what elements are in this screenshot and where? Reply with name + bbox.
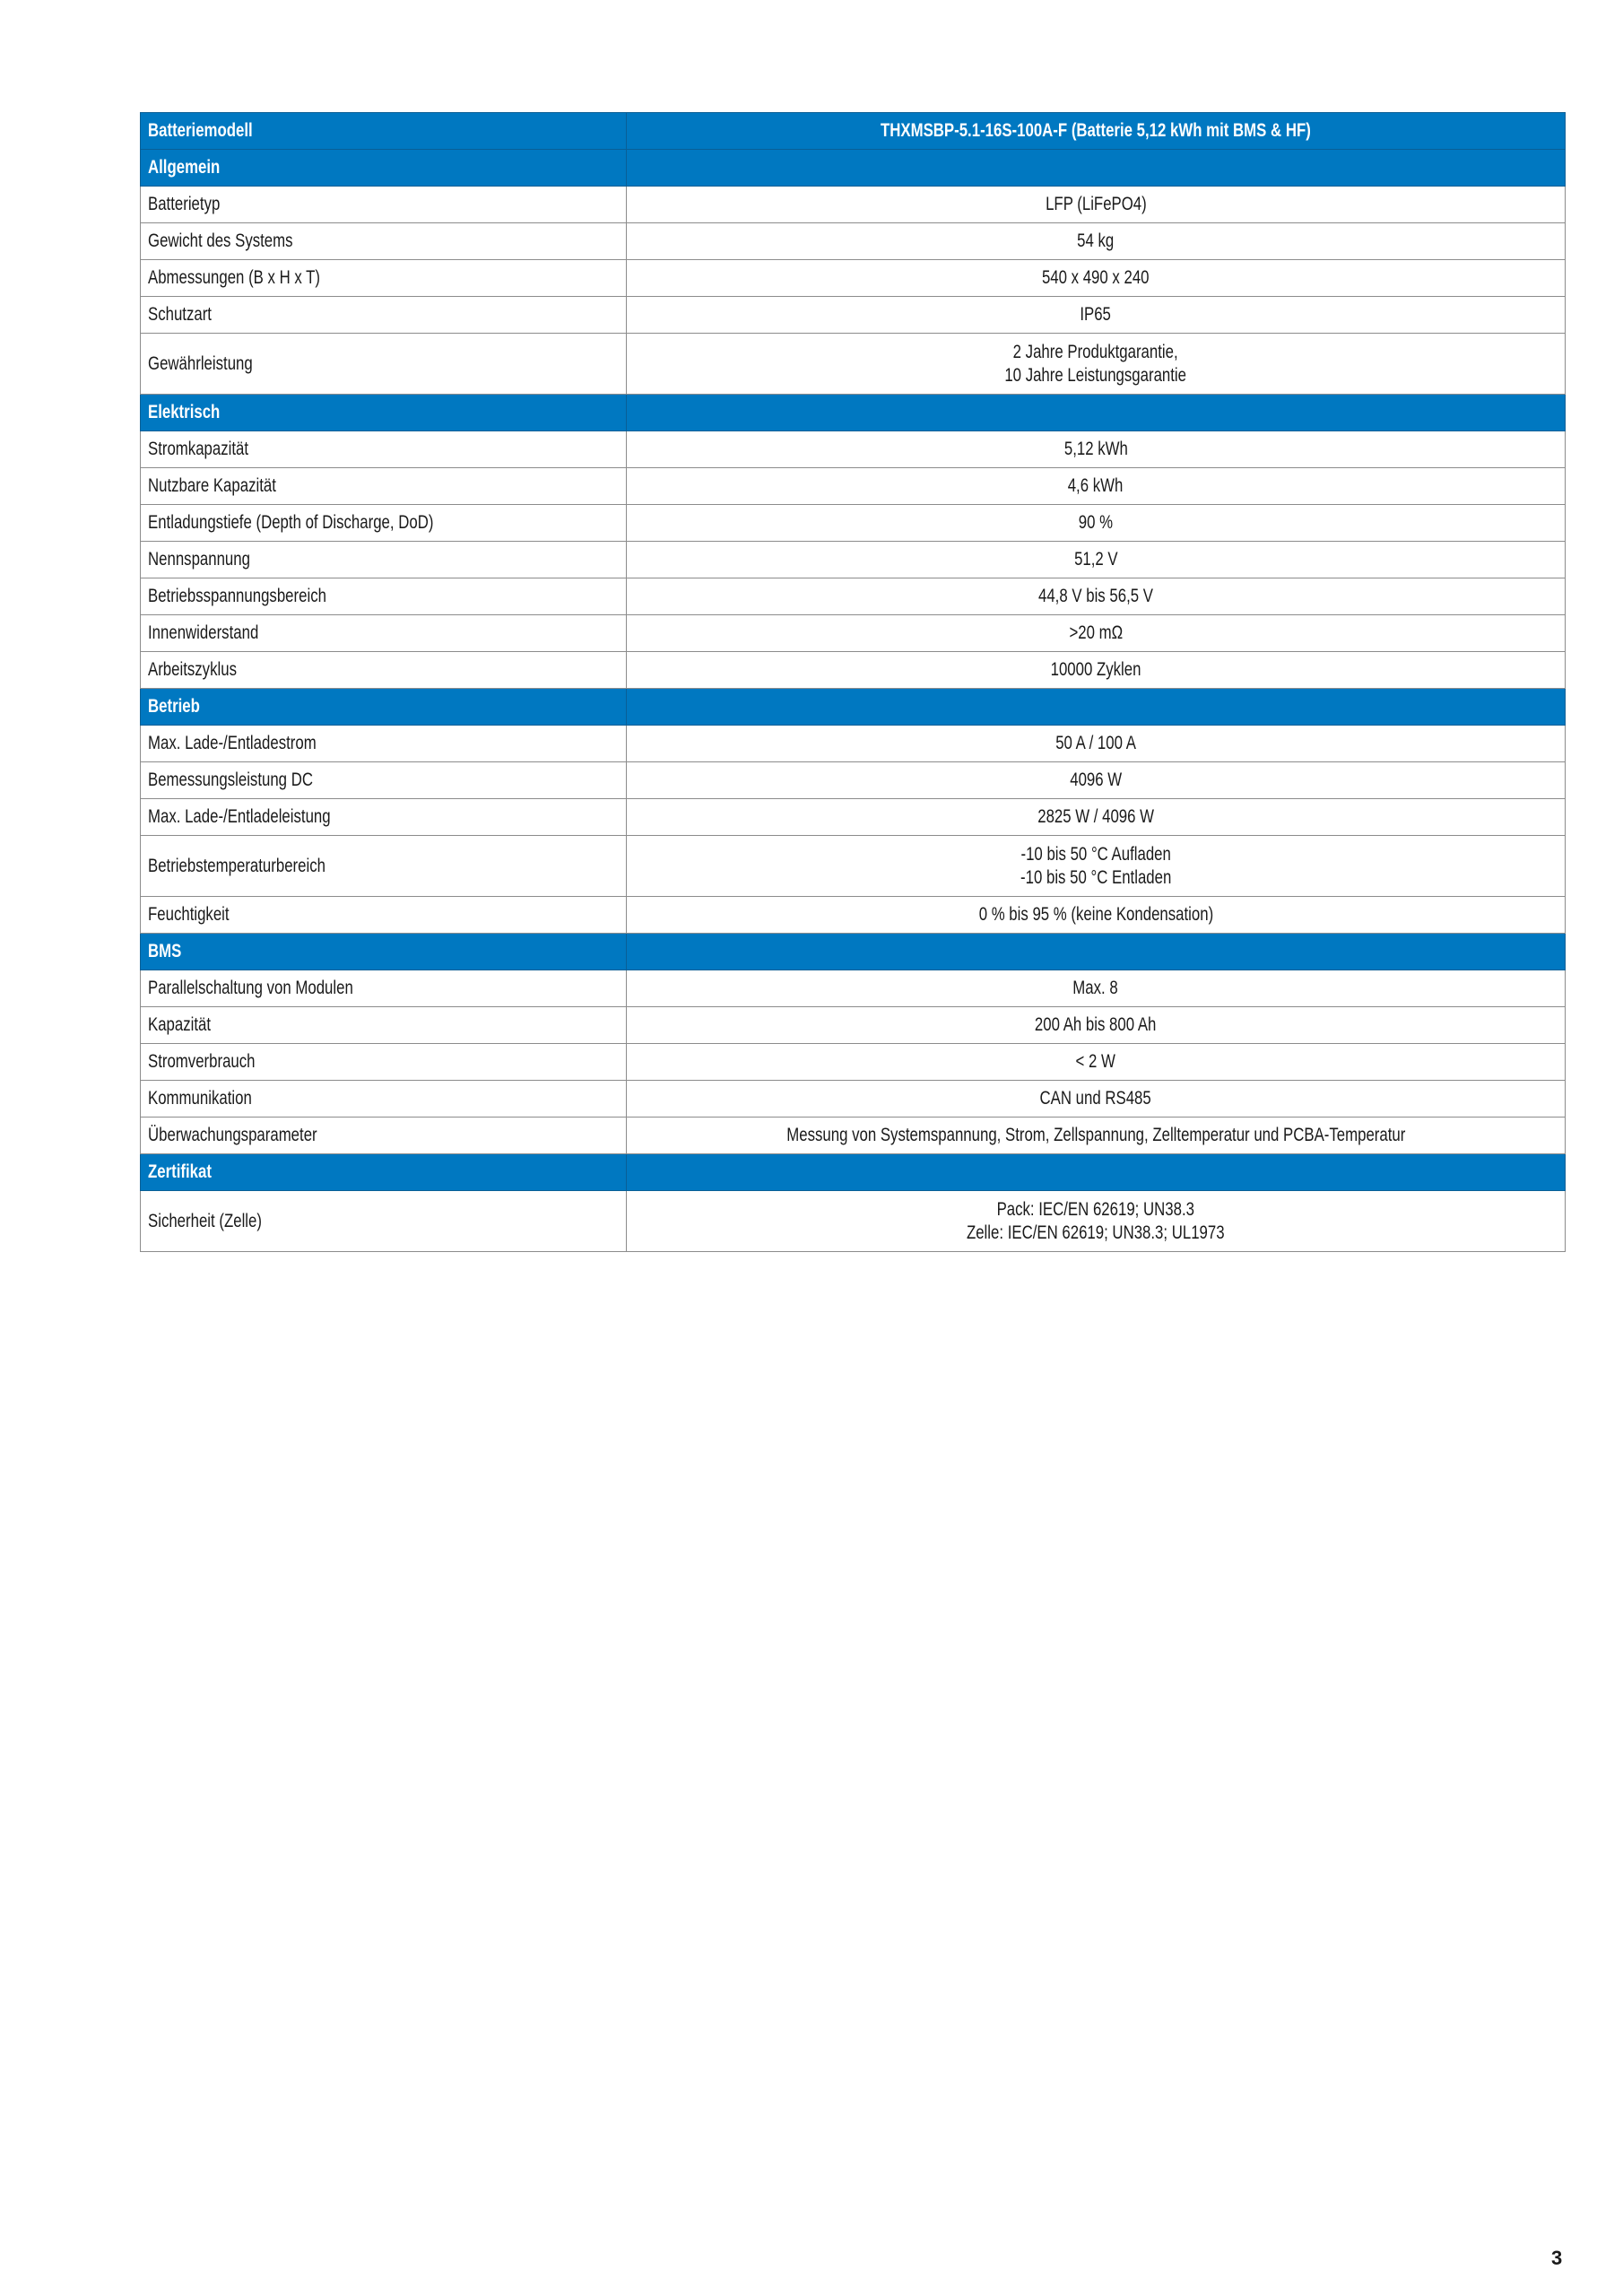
- section-title: Betrieb: [148, 696, 200, 717]
- row-label-cell: [141, 223, 627, 260]
- row-value: [1037, 805, 1154, 829]
- row-label: Feuchtigkeit: [148, 904, 230, 925]
- section-header-row: [141, 395, 1566, 431]
- row-label-cell: [141, 1081, 627, 1118]
- row-value-cell: [627, 897, 1566, 934]
- spec-table: [140, 112, 1566, 1252]
- row-label: Überwachungsparameter: [148, 1125, 317, 1145]
- value-line: Max. 8: [1072, 978, 1119, 998]
- row-label: Innenwiderstand: [148, 622, 259, 643]
- header-label-cell: [141, 113, 627, 150]
- row-value-cell: [627, 542, 1566, 578]
- row-value: [1005, 341, 1187, 387]
- row-value: [1076, 1050, 1115, 1074]
- row-label: Parallelschaltung von Modulen: [148, 978, 353, 998]
- row-value-cell: [627, 762, 1566, 799]
- table-header-row: [141, 113, 1566, 150]
- section-title-cell: [141, 689, 627, 726]
- row-label-cell: [141, 297, 627, 334]
- row-value-cell: [627, 1007, 1566, 1044]
- value-line: LFP (LiFePO4): [1045, 194, 1147, 214]
- row-label-cell: [141, 1118, 627, 1154]
- row-value: [1038, 585, 1153, 608]
- row-label: Schutzart: [148, 304, 212, 325]
- header-model: THXMSBP-5.1-16S-100A-F (Batterie 5,12 kWh mit BMS & HF): [881, 120, 1311, 141]
- table-row: [141, 897, 1566, 934]
- value-line: 540 x 490 x 240: [1042, 267, 1150, 288]
- row-value-cell: [627, 1118, 1566, 1154]
- row-value: [1069, 622, 1123, 645]
- value-line: 90 %: [1078, 512, 1114, 533]
- section-header-row: [141, 150, 1566, 187]
- row-value: [1068, 474, 1124, 498]
- row-label: Arbeitszyklus: [148, 659, 237, 680]
- row-label: Entladungstiefe (Depth of Discharge, DoD): [148, 512, 434, 533]
- table-row: [141, 762, 1566, 799]
- value-line: Pack: IEC/EN 62619; UN38.3: [996, 1198, 1195, 1220]
- row-label-cell: [141, 187, 627, 223]
- row-value: [1046, 193, 1147, 216]
- row-value-cell: [627, 431, 1566, 468]
- row-value: [1020, 843, 1171, 890]
- row-value-cell: [627, 1044, 1566, 1081]
- row-label: Gewicht des Systems: [148, 230, 293, 251]
- section-title: Allgemein: [148, 157, 221, 178]
- row-label: Nutzbare Kapazität: [148, 475, 276, 496]
- value-line: 10 Jahre Leistungsgarantie: [1004, 364, 1187, 386]
- table-row: [141, 542, 1566, 578]
- row-label: Max. Lade-/Entladestrom: [148, 733, 317, 753]
- value-line: 51,2 V: [1073, 549, 1118, 570]
- value-line: 0 % bis 95 % (keine Kondensation): [978, 904, 1213, 925]
- row-label: Batterietyp: [148, 194, 221, 214]
- table-row: [141, 1081, 1566, 1118]
- table-row: [141, 799, 1566, 836]
- row-label-cell: [141, 1007, 627, 1044]
- row-value-cell: [627, 297, 1566, 334]
- row-label-cell: [141, 897, 627, 934]
- row-label-cell: [141, 578, 627, 615]
- row-value: [1073, 977, 1118, 1000]
- row-label-cell: [141, 762, 627, 799]
- row-value: [1035, 1013, 1156, 1037]
- value-line: 10000 Zyklen: [1050, 659, 1141, 680]
- table-row: [141, 970, 1566, 1007]
- row-label: Nennspannung: [148, 549, 250, 570]
- row-label: Kapazität: [148, 1014, 212, 1035]
- page-number: 3: [1551, 2247, 1563, 2269]
- row-value: [978, 903, 1213, 926]
- table-row: [141, 615, 1566, 652]
- section-title: Elektrisch: [148, 402, 221, 422]
- row-value-cell: [627, 726, 1566, 762]
- value-line: IP65: [1080, 304, 1112, 325]
- row-value-cell: [627, 468, 1566, 505]
- section-title-cell: [141, 395, 627, 431]
- value-line: 2 Jahre Produktgarantie,: [1013, 341, 1178, 362]
- table-row: [141, 187, 1566, 223]
- table-row: [141, 1007, 1566, 1044]
- row-label: Stromverbrauch: [148, 1051, 256, 1072]
- row-value: [1055, 732, 1136, 755]
- row-value: [967, 1198, 1225, 1245]
- row-label-cell: [141, 615, 627, 652]
- row-value: [1077, 230, 1114, 253]
- table-row: [141, 652, 1566, 689]
- table-row: [141, 1044, 1566, 1081]
- section-title: Zertifikat: [148, 1161, 212, 1182]
- row-value-cell: [627, 187, 1566, 223]
- section-empty-cell: [627, 689, 1566, 726]
- section-title: BMS: [148, 941, 182, 961]
- row-value-cell: [627, 836, 1566, 897]
- value-line: 4,6 kWh: [1068, 475, 1124, 496]
- row-label-cell: [141, 468, 627, 505]
- table-row: [141, 505, 1566, 542]
- row-label: Gewährleistung: [148, 352, 253, 374]
- row-value: [1081, 303, 1112, 326]
- row-label: Kommunikation: [148, 1088, 252, 1109]
- row-value: [786, 1124, 1405, 1147]
- section-empty-cell: [627, 150, 1566, 187]
- value-line: Messung von Systemspannung, Strom, Zellspannung, Zelltemperatur und PCBA-Temperatur: [785, 1125, 1406, 1145]
- value-line: -10 bis 50 °C Aufladen: [1020, 843, 1171, 865]
- row-value-cell: [627, 652, 1566, 689]
- row-value-cell: [627, 334, 1566, 395]
- row-label: Sicherheit (Zelle): [148, 1210, 262, 1231]
- table-row: [141, 260, 1566, 297]
- row-label-cell: [141, 652, 627, 689]
- row-label: Abmessungen (B x H x T): [148, 267, 321, 288]
- value-line: CAN und RS485: [1039, 1088, 1152, 1109]
- row-value: [1070, 769, 1122, 792]
- table-row: [141, 297, 1566, 334]
- row-value-cell: [627, 799, 1566, 836]
- row-value-cell: [627, 1081, 1566, 1118]
- row-value-cell: [627, 505, 1566, 542]
- row-label: Max. Lade-/Entladeleistung: [148, 806, 331, 827]
- section-title-cell: [141, 1154, 627, 1191]
- value-line: 54 kg: [1077, 230, 1115, 251]
- table-row: [141, 334, 1566, 395]
- row-value: [1042, 266, 1150, 290]
- row-value: [1074, 548, 1118, 571]
- header-model-cell: [627, 113, 1566, 150]
- value-line: < 2 W: [1075, 1051, 1116, 1072]
- row-label-cell: [141, 1191, 627, 1252]
- header-label: Batteriemodell: [148, 120, 253, 141]
- row-value: [1040, 1087, 1151, 1110]
- row-label: Bemessungsleistung DC: [148, 770, 313, 790]
- row-label-cell: [141, 799, 627, 836]
- section-header-row: [141, 1154, 1566, 1191]
- table-row: [141, 431, 1566, 468]
- section-empty-cell: [627, 1154, 1566, 1191]
- section-empty-cell: [627, 934, 1566, 970]
- row-label: Betriebsspannungsbereich: [148, 586, 326, 606]
- row-label-cell: [141, 334, 627, 395]
- value-line: 200 Ah bis 800 Ah: [1035, 1014, 1157, 1035]
- table-row: [141, 578, 1566, 615]
- row-value-cell: [627, 260, 1566, 297]
- table-row: [141, 836, 1566, 897]
- value-line: 5,12 kWh: [1063, 439, 1128, 459]
- table-row: [141, 468, 1566, 505]
- table-row: [141, 223, 1566, 260]
- row-value: [1064, 438, 1128, 461]
- section-header-row: [141, 934, 1566, 970]
- row-label-cell: [141, 542, 627, 578]
- section-empty-cell: [627, 395, 1566, 431]
- table-row: [141, 1191, 1566, 1252]
- row-value: [1079, 511, 1113, 535]
- row-label-cell: [141, 836, 627, 897]
- value-line: -10 bis 50 °C Entladen: [1020, 866, 1172, 888]
- row-value-cell: [627, 615, 1566, 652]
- row-label: Betriebstemperaturbereich: [148, 855, 325, 876]
- section-title-cell: [141, 150, 627, 187]
- value-line: 50 A / 100 A: [1055, 733, 1136, 753]
- row-label-cell: [141, 1044, 627, 1081]
- value-line: >20 mΩ: [1069, 622, 1123, 643]
- value-line: Zelle: IEC/EN 62619; UN38.3; UL1973: [967, 1222, 1225, 1243]
- row-value: [1051, 658, 1141, 682]
- row-label-cell: [141, 505, 627, 542]
- row-value-cell: [627, 970, 1566, 1007]
- table-row: [141, 726, 1566, 762]
- row-value-cell: [627, 578, 1566, 615]
- table-row: [141, 1118, 1566, 1154]
- row-value-cell: [627, 223, 1566, 260]
- row-label: Stromkapazität: [148, 439, 249, 459]
- value-line: 44,8 V bis 56,5 V: [1038, 586, 1153, 606]
- value-line: 4096 W: [1070, 770, 1122, 790]
- row-label-cell: [141, 726, 627, 762]
- row-label-cell: [141, 260, 627, 297]
- row-value-cell: [627, 1191, 1566, 1252]
- value-line: 2825 W / 4096 W: [1037, 806, 1154, 827]
- section-header-row: [141, 689, 1566, 726]
- row-label-cell: [141, 970, 627, 1007]
- row-label-cell: [141, 431, 627, 468]
- section-title-cell: [141, 934, 627, 970]
